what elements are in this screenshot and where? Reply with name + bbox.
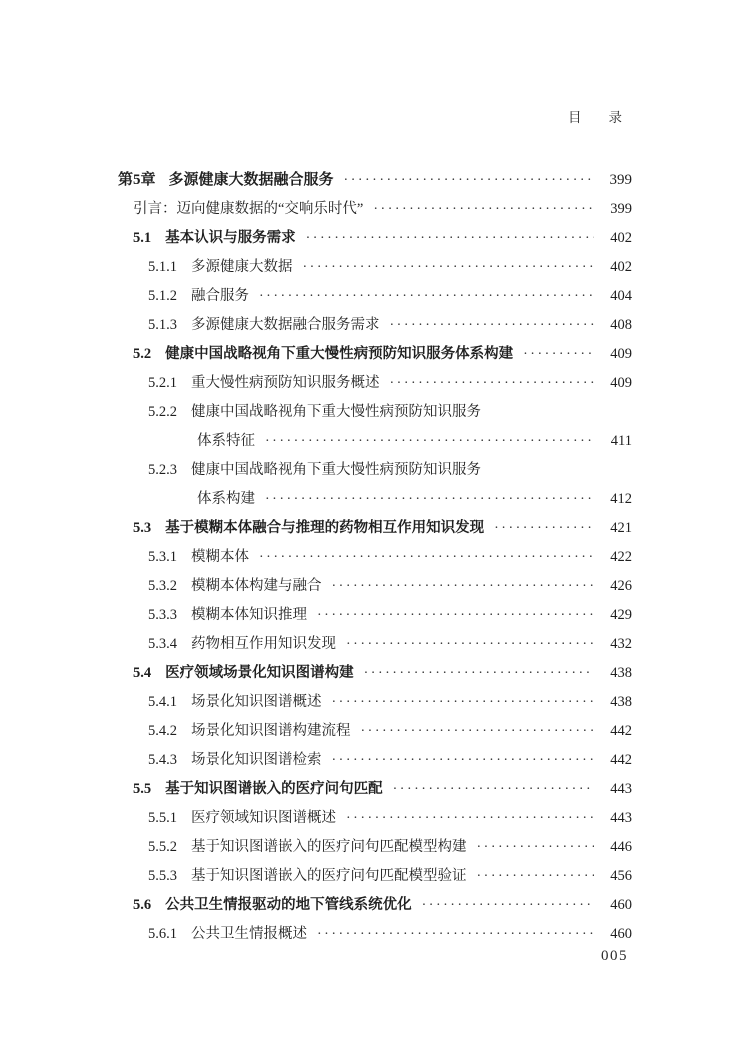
toc-entry-number: 5.2.2 — [148, 404, 177, 420]
toc-entry-page-number: 438 — [610, 665, 632, 681]
toc-entry-title: 基于知识图谱嵌入的医疗问句匹配模型验证 — [191, 868, 467, 884]
toc-entry-page-number: 456 — [610, 868, 632, 884]
toc-entry[interactable] — [118, 282, 632, 311]
toc-entry-line — [118, 166, 632, 195]
toc-entry[interactable] — [118, 543, 632, 572]
dot-leader — [265, 485, 594, 514]
toc-entry-page-number: 443 — [610, 810, 632, 826]
toc-entry-title: 医疗领域知识图谱概述 — [191, 810, 336, 826]
toc-entry-line — [118, 311, 632, 340]
toc-entry-line — [118, 775, 632, 804]
toc-entry-number: 5.1 — [133, 230, 152, 246]
toc-entry-title: 场景化知识图谱检索 — [191, 752, 322, 768]
toc-entry-title: 基本认识与服务需求 — [165, 230, 296, 246]
dot-leader — [373, 195, 594, 224]
toc-entry-number: 5.4 — [133, 665, 152, 681]
toc-entry-line — [118, 659, 632, 688]
dot-leader — [265, 427, 594, 456]
toc-entry-line — [118, 630, 632, 659]
toc-entry-number: 5.5 — [133, 781, 152, 797]
toc-entry-page-number: 409 — [610, 346, 632, 362]
toc-entry-line — [118, 601, 632, 630]
dot-leader — [422, 891, 594, 920]
toc-entry-page-number: 404 — [610, 288, 632, 304]
toc-entry-page-number: 426 — [610, 578, 632, 594]
toc-entry[interactable] — [118, 398, 632, 456]
toc-entry-line — [118, 746, 632, 775]
toc-entry-page-number: 442 — [610, 752, 632, 768]
toc-entry-line — [118, 920, 632, 949]
toc-entry-title: 多源健康大数据融合服务 — [168, 172, 334, 188]
toc-entry[interactable] — [118, 659, 632, 688]
dot-leader — [332, 572, 595, 601]
toc-entry-number: 5.1.1 — [148, 259, 177, 275]
toc-entry-title: 模糊本体 — [191, 549, 249, 565]
dot-leader — [346, 804, 594, 833]
dot-leader — [494, 514, 594, 543]
dot-leader — [390, 369, 595, 398]
toc-entry-page-number: 432 — [610, 636, 632, 652]
toc-list — [118, 166, 632, 949]
toc-entry[interactable] — [118, 862, 632, 891]
dot-leader — [259, 282, 594, 311]
toc-entry-line — [118, 891, 632, 920]
dot-leader — [303, 253, 595, 282]
toc-entry-page-number: 442 — [610, 723, 632, 739]
dot-leader — [477, 862, 595, 891]
toc-entry-title: 健康中国战略视角下重大慢性病预防知识服务体系构建 — [165, 346, 514, 362]
toc-entry-line — [118, 253, 632, 282]
toc-entry-number: 5.5.3 — [148, 868, 177, 884]
toc-entry-line — [118, 456, 632, 485]
toc-entry-title: 医疗领域场景化知识图谱构建 — [165, 665, 354, 681]
dot-leader — [306, 224, 594, 253]
toc-entry-number: 5.2.1 — [148, 375, 177, 391]
toc-entry-title: 重大慢性病预防知识服务概述 — [191, 375, 380, 391]
toc-entry-title: 场景化知识图谱概述 — [191, 694, 322, 710]
toc-entry[interactable] — [118, 804, 632, 833]
toc-entry[interactable] — [118, 891, 632, 920]
toc-entry[interactable] — [118, 775, 632, 804]
toc-entry-line — [118, 195, 632, 224]
toc-entry-line — [118, 485, 632, 514]
toc-entry-number: 5.1.2 — [148, 288, 177, 304]
dot-leader — [346, 630, 594, 659]
dot-leader — [344, 166, 594, 195]
toc-entry-title: 健康中国战略视角下重大慢性病预防知识服务 — [191, 404, 481, 420]
dot-leader — [332, 746, 595, 775]
toc-entry-page-number: 421 — [610, 520, 632, 536]
toc-entry-line — [118, 282, 632, 311]
toc-entry-title: 基于知识图谱嵌入的医疗问句匹配 — [165, 781, 383, 797]
toc-entry-line — [118, 717, 632, 746]
toc-entry-number: 5.5.2 — [148, 839, 177, 855]
toc-entry-number: 5.3.3 — [148, 607, 177, 623]
toc-entry-title: 模糊本体构建与融合 — [191, 578, 322, 594]
toc-entry-line — [118, 862, 632, 891]
toc-entry-title: 场景化知识图谱构建流程 — [191, 723, 351, 739]
toc-entry-title-continuation: 体系构建 — [197, 491, 255, 507]
toc-entry-title: 多源健康大数据融合服务需求 — [191, 317, 380, 333]
toc-entry-page-number: 412 — [610, 491, 632, 507]
dot-leader — [332, 688, 595, 717]
toc-entry-number: 5.2.3 — [148, 462, 177, 478]
toc-entry[interactable] — [118, 572, 632, 601]
toc-entry[interactable] — [118, 369, 632, 398]
toc-entry-page-number: 399 — [610, 201, 632, 217]
toc-entry-title: 引言：迈向健康数据的“交响乐时代” — [133, 201, 364, 217]
toc-entry-number: 5.4.1 — [148, 694, 177, 710]
toc-entry-number: 5.6 — [133, 897, 152, 913]
toc-entry-page-number: 460 — [610, 897, 632, 913]
dot-leader — [259, 543, 594, 572]
toc-entry-title: 多源健康大数据 — [191, 259, 293, 275]
toc-entry-page-number: 460 — [610, 926, 632, 942]
toc-entry-number: 5.5.1 — [148, 810, 177, 826]
toc-entry[interactable] — [118, 253, 632, 282]
toc-entry-page-number: 443 — [610, 781, 632, 797]
toc-entry[interactable] — [118, 717, 632, 746]
toc-entry-number: 5.3.2 — [148, 578, 177, 594]
toc-entry[interactable] — [118, 601, 632, 630]
toc-entry-title: 模糊本体知识推理 — [191, 607, 307, 623]
toc-entry-page-number: 399 — [609, 172, 632, 188]
toc-entry[interactable] — [118, 311, 632, 340]
toc-entry-title: 基于知识图谱嵌入的医疗问句匹配模型构建 — [191, 839, 467, 855]
toc-entry-line — [118, 427, 632, 456]
toc-entry[interactable] — [118, 920, 632, 949]
toc-entry-page-number: 438 — [610, 694, 632, 710]
toc-entry[interactable] — [118, 340, 632, 369]
toc-entry-page-number: 402 — [610, 230, 632, 246]
page-header — [568, 106, 622, 126]
dot-leader — [361, 717, 595, 746]
toc-entry-line — [118, 514, 632, 543]
toc-entry-line — [118, 224, 632, 253]
toc-entry-line — [118, 543, 632, 572]
toc-entry-line — [118, 369, 632, 398]
toc-entry[interactable] — [118, 456, 632, 514]
toc-entry[interactable] — [118, 514, 632, 543]
toc-entry-number: 5.3.4 — [148, 636, 177, 652]
dot-leader — [393, 775, 594, 804]
toc-entry-number: 5.4.3 — [148, 752, 177, 768]
toc-entry-number: 5.3.1 — [148, 549, 177, 565]
toc-entry-title: 基于模糊本体融合与推理的药物相互作用知识发现 — [165, 520, 485, 536]
toc-entry-line — [118, 804, 632, 833]
toc-entry-number: 5.1.3 — [148, 317, 177, 333]
toc-entry-page-number: 402 — [610, 259, 632, 275]
toc-entry[interactable] — [118, 195, 632, 224]
toc-entry-line — [118, 572, 632, 601]
toc-entry-page-number: 411 — [610, 433, 632, 449]
toc-entry-line — [118, 688, 632, 717]
toc-entry-line — [118, 398, 632, 427]
dot-leader — [364, 659, 594, 688]
dot-leader — [523, 340, 594, 369]
dot-leader — [317, 920, 594, 949]
toc-entry-page-number: 409 — [610, 375, 632, 391]
running-head-title: 目 录 — [568, 110, 622, 125]
dot-leader — [477, 833, 595, 862]
toc-entry-line — [118, 340, 632, 369]
dot-leader — [317, 601, 594, 630]
toc-entry-title-continuation: 体系特征 — [197, 433, 255, 449]
toc-entry-number: 第5章 — [118, 172, 156, 188]
toc-entry[interactable] — [118, 166, 632, 195]
toc-entry-title: 公共卫生情报概述 — [191, 926, 307, 942]
toc-entry[interactable] — [118, 630, 632, 659]
toc-entry-title: 药物相互作用知识发现 — [191, 636, 336, 652]
folio-page-number: 005 — [601, 948, 628, 964]
toc-entry[interactable] — [118, 688, 632, 717]
toc-entry-page-number: 429 — [610, 607, 632, 623]
toc-entry-number: 5.3 — [133, 520, 152, 536]
dot-leader — [390, 311, 595, 340]
toc-entry-title: 融合服务 — [191, 288, 249, 304]
toc-entry-title: 公共卫生情报驱动的地下管线系统优化 — [165, 897, 412, 913]
toc-entry-number: 5.6.1 — [148, 926, 177, 942]
toc-entry-page-number: 446 — [610, 839, 632, 855]
toc-entry-number: 5.2 — [133, 346, 152, 362]
toc-entry[interactable] — [118, 746, 632, 775]
toc-entry[interactable] — [118, 224, 632, 253]
toc-entry-line — [118, 833, 632, 862]
toc-entry-title: 健康中国战略视角下重大慢性病预防知识服务 — [191, 462, 481, 478]
toc-entry-page-number: 408 — [610, 317, 632, 333]
toc-entry[interactable] — [118, 833, 632, 862]
page-footer — [601, 948, 628, 965]
toc-entry-number: 5.4.2 — [148, 723, 177, 739]
toc-entry-page-number: 422 — [610, 549, 632, 565]
